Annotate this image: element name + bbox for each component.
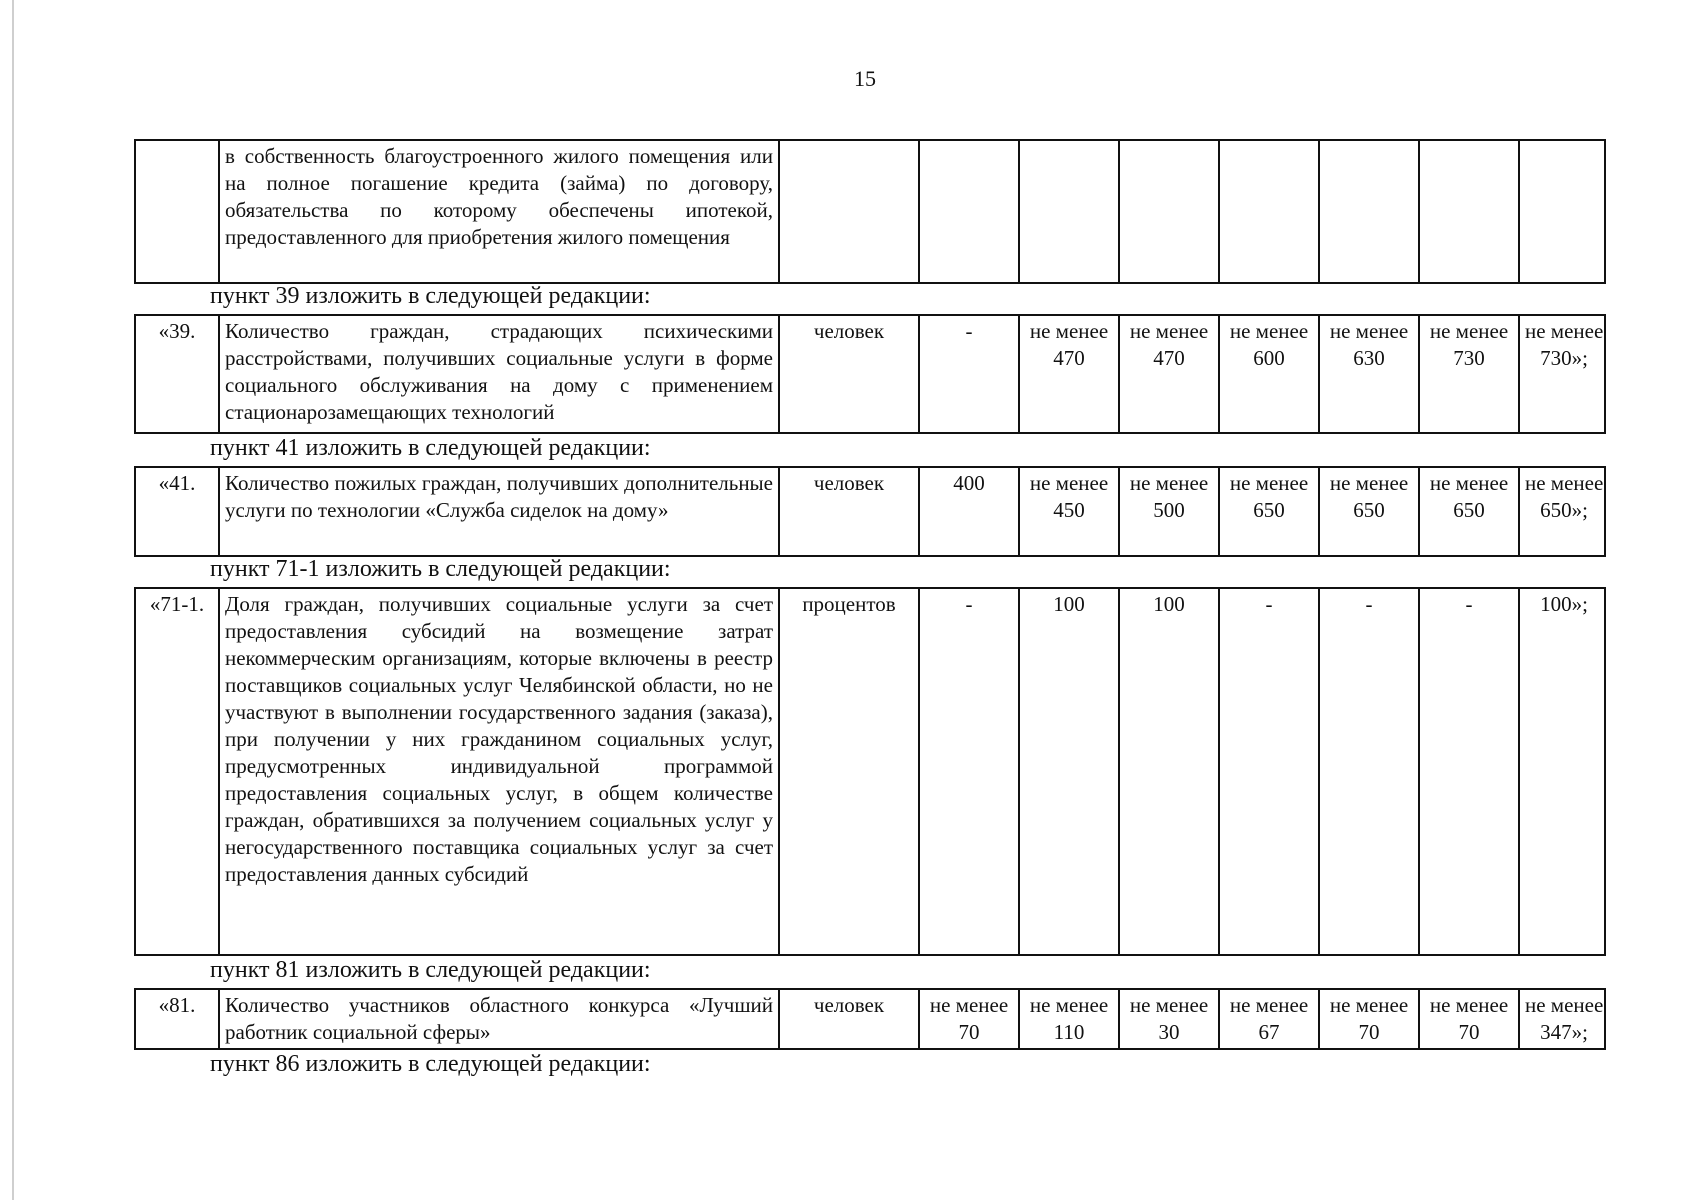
row-unit: человек <box>779 315 919 433</box>
value-cell <box>1419 140 1519 283</box>
value-cell: не менее 347»; <box>1519 989 1605 1049</box>
value-cell: не менее 500 <box>1119 467 1219 556</box>
value-cell: 100 <box>1019 588 1119 955</box>
value-cell <box>1219 140 1319 283</box>
value-cell <box>1119 140 1219 283</box>
row-unit: процентов <box>779 588 919 955</box>
value-cell: не менее 730»; <box>1519 315 1605 433</box>
row-unit: человек <box>779 989 919 1049</box>
value-cell: не менее 470 <box>1019 315 1119 433</box>
row-number: «39. <box>135 315 219 433</box>
value-cell: не менее 70 <box>1319 989 1419 1049</box>
row-number: «41. <box>135 467 219 556</box>
value-cell: не менее 630 <box>1319 315 1419 433</box>
caption-item-81: пункт 81 изложить в следующей редакции: <box>210 957 651 983</box>
value-cell <box>919 140 1019 283</box>
value-cell: не менее 30 <box>1119 989 1219 1049</box>
value-cell <box>1019 140 1119 283</box>
value-cell: не менее 650»; <box>1519 467 1605 556</box>
table-item-81 <box>134 988 1606 1050</box>
value-cell: 100»; <box>1519 588 1605 955</box>
value-cell: не менее 70 <box>1419 989 1519 1049</box>
value-cell: не менее 650 <box>1219 467 1319 556</box>
table-row <box>135 315 1605 433</box>
table-item-71-1 <box>134 587 1606 956</box>
page-number: 15 <box>854 66 876 91</box>
value-cell: не менее 470 <box>1119 315 1219 433</box>
value-cell: не менее 70 <box>919 989 1019 1049</box>
caption-item-39: пункт 39 изложить в следующей редакции: <box>210 283 651 309</box>
scan-edge-line <box>12 0 14 1200</box>
value-cell: не менее 67 <box>1219 989 1319 1049</box>
row-number: «81. <box>135 989 219 1049</box>
caption-item-71-1: пункт 71-1 изложить в следующей редакции: <box>210 556 671 582</box>
value-cell: - <box>919 588 1019 955</box>
value-cell: 400 <box>919 467 1019 556</box>
row-description: Доля граждан, получивших социальные услуги за счет предоставления субсидий на возмещение затрат некоммерческим организациям, которые включены в реестр поставщиков социальных услуг Челябинской области, но не участвуют в выполнении государственного задания (заказа), при получении у них гражданином социальных услуг, предусмотренных индивидуальной программой предоставления социальных услуг, в общем количестве граждан, обратившихся за получением социальных услуг у негосударственного поставщика социальных услуг за счет предоставления данных субсидий <box>219 588 779 955</box>
value-cell: - <box>1219 588 1319 955</box>
value-cell: не менее 600 <box>1219 315 1319 433</box>
table-continuation <box>134 139 1606 284</box>
table-item-39 <box>134 314 1606 434</box>
value-cell: не менее 450 <box>1019 467 1119 556</box>
value-cell: не менее 650 <box>1319 467 1419 556</box>
row-number: «71-1. <box>135 588 219 955</box>
row-number <box>135 140 219 283</box>
caption-item-86: пункт 86 изложить в следующей редакции: <box>210 1051 651 1077</box>
table-row <box>135 588 1605 955</box>
table-item-41 <box>134 466 1606 557</box>
caption-item-41: пункт 41 изложить в следующей редакции: <box>210 435 651 461</box>
value-cell: не менее 110 <box>1019 989 1119 1049</box>
row-description: Количество участников областного конкурса «Лучший работник социальной сферы» <box>219 989 779 1049</box>
row-unit: человек <box>779 467 919 556</box>
row-description: Количество пожилых граждан, получивших дополнительные услуги по технологии «Служба сиделок на дому» <box>219 467 779 556</box>
table-row <box>135 467 1605 556</box>
value-cell: не менее 650 <box>1419 467 1519 556</box>
row-unit <box>779 140 919 283</box>
value-cell <box>1319 140 1419 283</box>
row-description: Количество граждан, страдающих психическими расстройствами, получивших социальные услуги в форме социального обслуживания на дому с применением стационарозамещающих технологий <box>219 315 779 433</box>
value-cell: - <box>1319 588 1419 955</box>
row-description: в собственность благоустроенного жилого помещения или на полное погашение кредита (займа) по договору, обязательства по которому обеспечены ипотекой, предоставленного для приобретения жилого помещения <box>219 140 779 283</box>
table-row <box>135 140 1605 283</box>
value-cell: - <box>1419 588 1519 955</box>
value-cell <box>1519 140 1605 283</box>
value-cell: - <box>919 315 1019 433</box>
value-cell: 100 <box>1119 588 1219 955</box>
table-row <box>135 989 1605 1049</box>
value-cell: не менее 730 <box>1419 315 1519 433</box>
